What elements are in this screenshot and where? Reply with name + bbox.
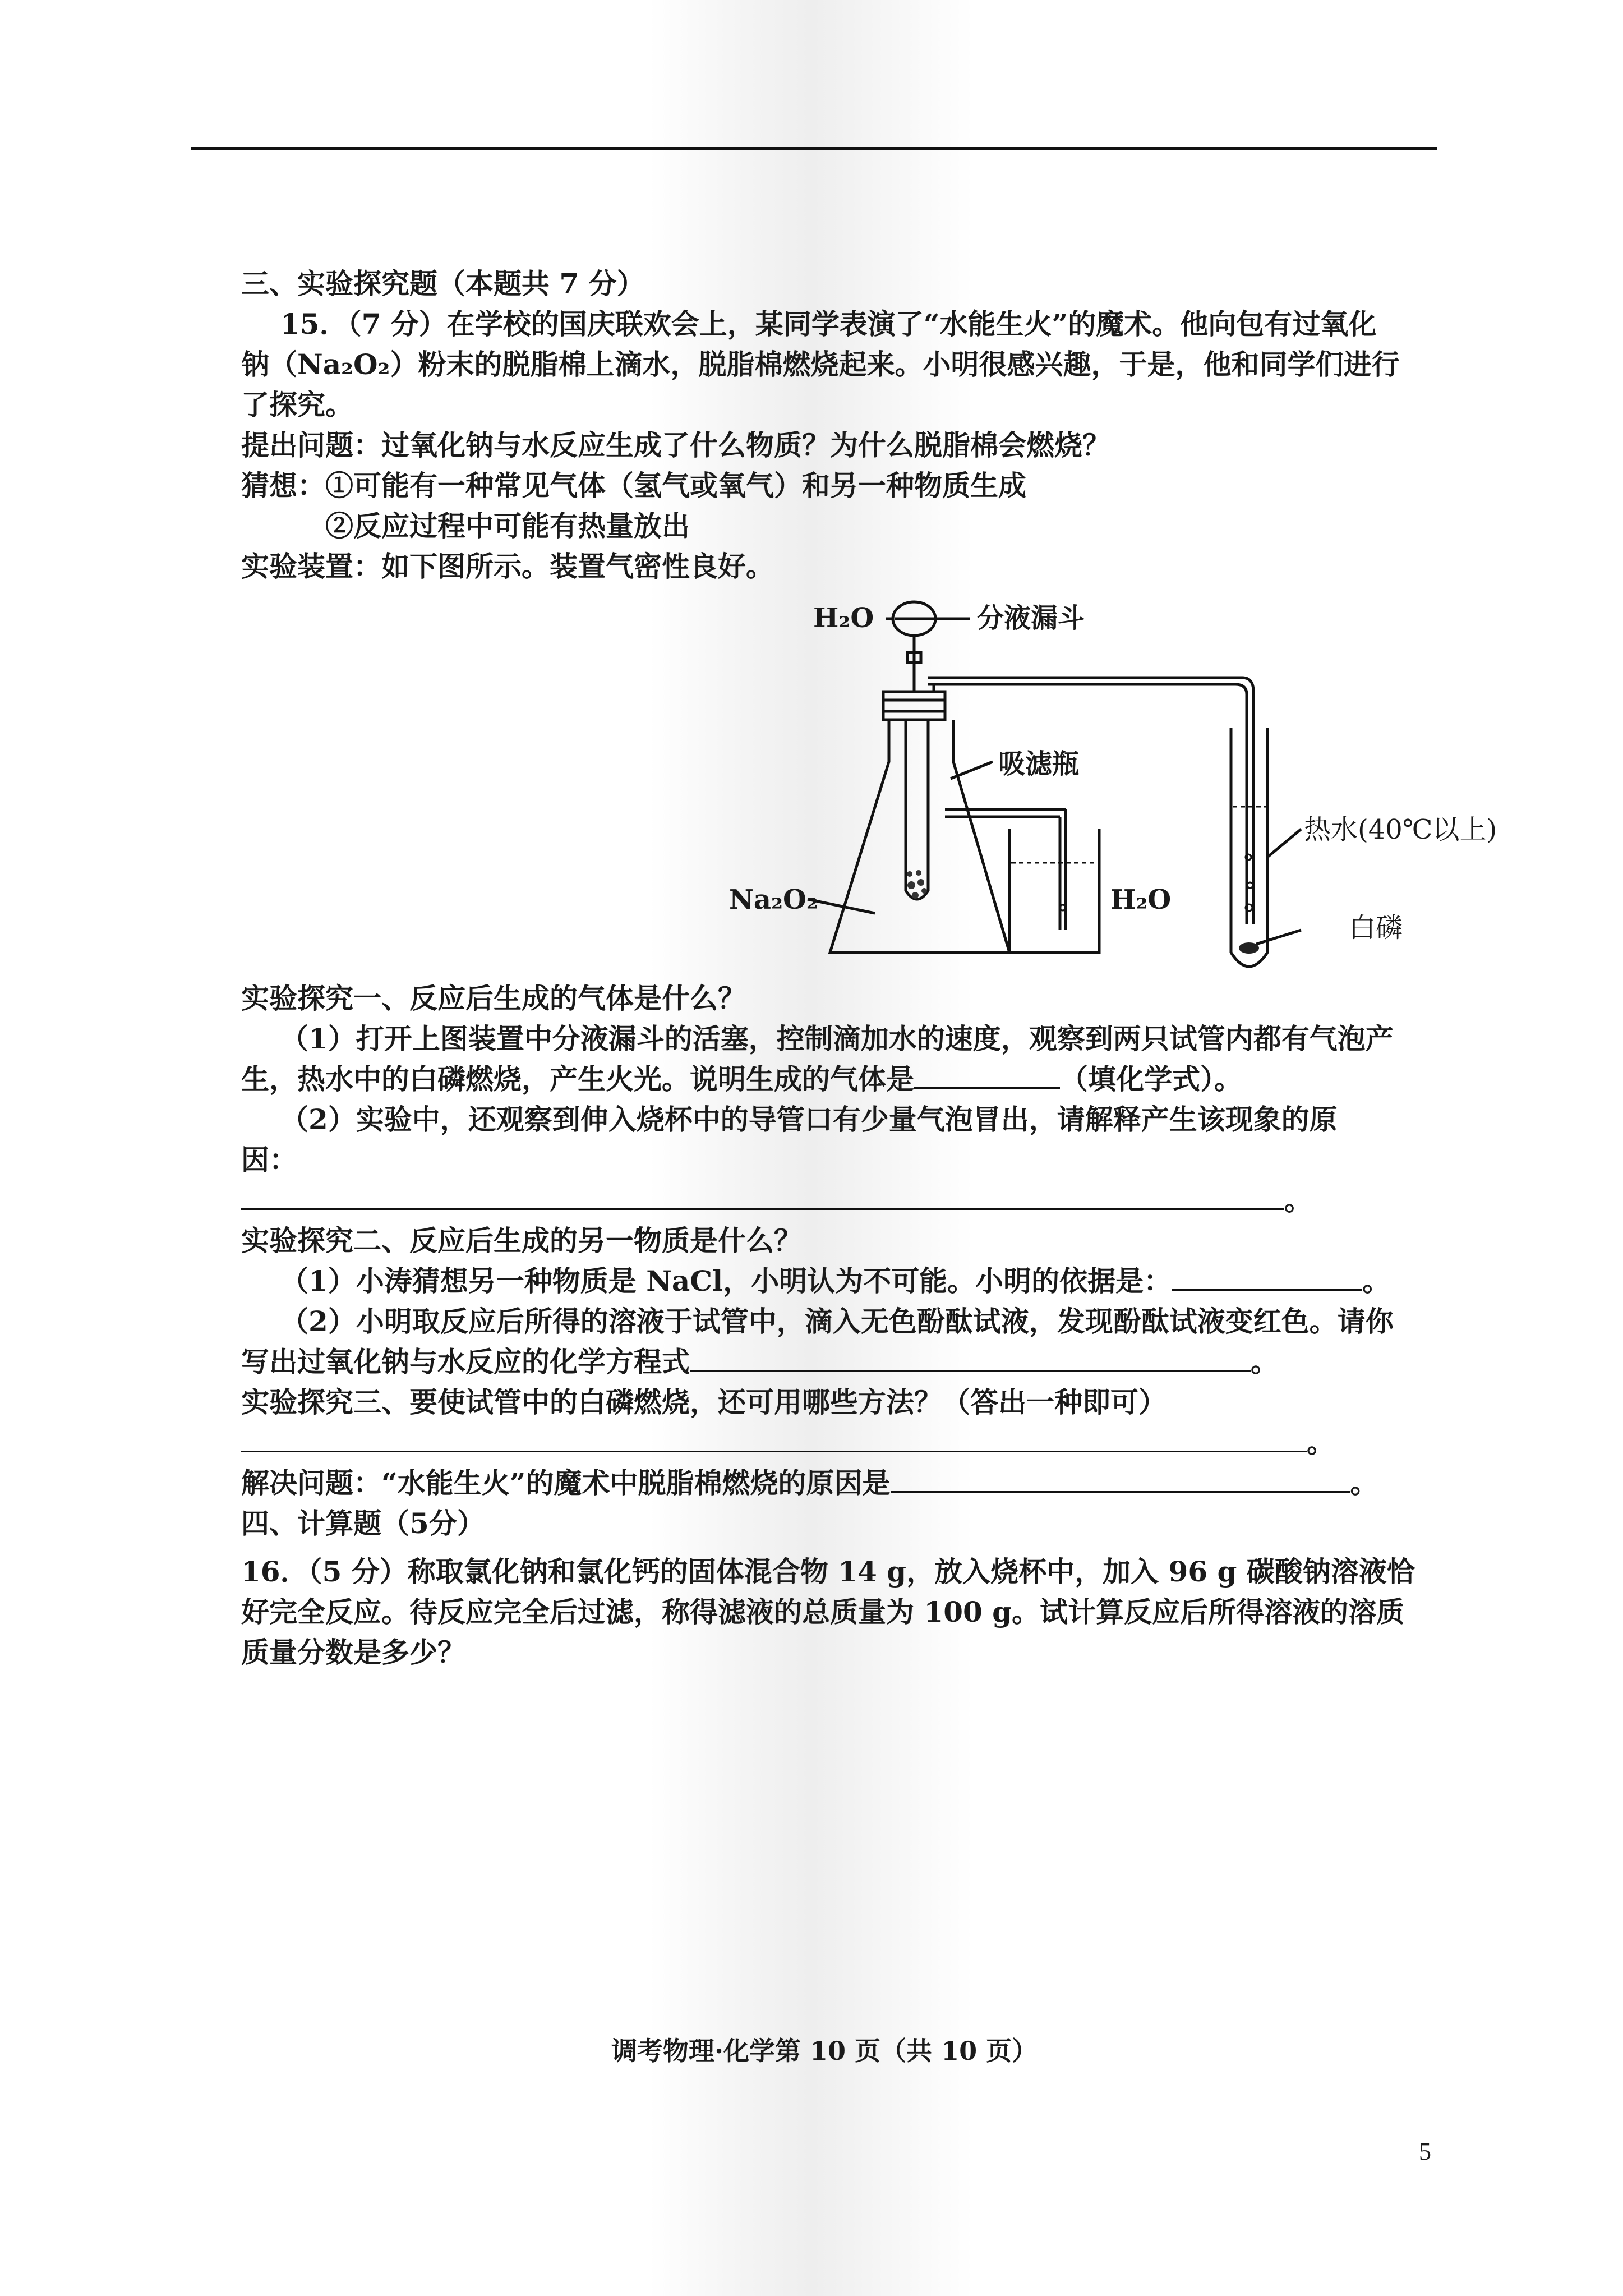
q15-line3: 了探究。: [241, 388, 353, 421]
exp2-q1-text: （1）小涛猜想另一种物质是 NaCl，小明认为不可能。小明的依据是：: [280, 1264, 1172, 1297]
q16-line3: 质量分数是多少？: [241, 1636, 465, 1669]
apparatus-figure: [623, 593, 1497, 975]
q16-line2: 好完全反应。待反应完全后过滤，称得滤液的总质量为 100 g。试计算反应后所得溶液的溶质: [241, 1595, 1405, 1628]
section3-heading: 三、实验探究题（本题共 7 分）: [241, 267, 645, 300]
method-answer-blank[interactable]: [241, 1428, 1307, 1452]
solve-period: 。: [1350, 1466, 1378, 1499]
page-number: 5: [1419, 2138, 1431, 2165]
solve-text: 解决问题：“水能生火”的魔术中脱脂棉燃烧的原因是: [241, 1466, 891, 1499]
sodium-peroxide-label: Na₂O₂: [729, 884, 818, 915]
question-prompt: 提出问题：过氧化钠与水反应生成了什么物质？为什么脱脂棉会燃烧？: [241, 429, 1110, 462]
separatory-funnel-label: 分液漏斗: [977, 602, 1085, 634]
white-phosphorus-label: 白磷: [1349, 912, 1403, 944]
exp1-q1-line2: [241, 1059, 1391, 1099]
exp2-q1-period: 。: [1362, 1264, 1391, 1297]
exp1-title: 实验探究一、反应后生成的气体是什么？: [241, 982, 746, 1015]
hot-water-label: 热水(40℃以上): [1304, 814, 1497, 845]
exp1-q2-line1: （2）实验中，还观察到伸入烧杯中的导管口有少量气泡冒出，请解释产生该现象的原: [280, 1103, 1338, 1136]
exp2-q2-text: 写出过氧化钠与水反应的化学方程式: [241, 1345, 690, 1378]
h2o-top-label: H₂O: [813, 602, 874, 634]
basis-answer-blank[interactable]: [1172, 1267, 1362, 1291]
exp3-title: 实验探究三、要使试管中的白磷燃烧，还可用哪些方法？（答出一种即可）: [241, 1386, 1166, 1419]
q16-line1: 16．（5 分）称取氯化钠和氯化钙的固体混合物 14 g，放入烧杯中，加入 96 g 碳酸钠溶液恰: [241, 1555, 1415, 1588]
filter-flask-label: 吸滤瓶: [998, 748, 1080, 780]
q15-line1: 15．（7 分）在学校的国庆联欢会上，某同学表演了“水能生火”的魔术。他向包有过氧化: [280, 307, 1377, 341]
exp2-q1-line: [241, 1261, 1391, 1301]
exp2-q2-line2: [241, 1342, 1391, 1382]
exp2-q2-period: 。: [1251, 1345, 1279, 1378]
exp1-q2-label: 因：: [241, 1143, 297, 1176]
header-rule: [191, 147, 1437, 150]
exp1-q1-line1: （1）打开上图装置中分液漏斗的活塞，控制滴加水的速度，观察到两只试管内都有气泡产: [280, 1022, 1394, 1055]
apparatus-text: 实验装置：如下图所示。装置气密性良好。: [241, 550, 774, 583]
solve-line: [241, 1463, 1391, 1503]
exp1-q1-suffix: （填化学式）。: [1060, 1062, 1242, 1096]
exp1-q1-text: 生，热水中的白磷燃烧，产生火光。说明生成的气体是: [241, 1062, 914, 1096]
beaker-water-label: H₂O: [1110, 884, 1172, 915]
exp1-period: 。: [1284, 1184, 1312, 1217]
page-footer: 调考物理·化学第 10 页（共 10 页）: [611, 2036, 1038, 2066]
section4-heading: 四、计算题（5分）: [241, 1507, 485, 1540]
q15-line2: 钠（Na₂O₂）粉末的脱脂棉上滴水，脱脂棉燃烧起来。小明很感兴趣，于是，他和同学们进行: [241, 348, 1400, 381]
cause-answer-blank[interactable]: [891, 1469, 1350, 1493]
guess-1: 猜想：①可能有一种常见气体（氢气或氧气）和另一种物质生成: [241, 469, 1026, 502]
exam-content: [241, 264, 1497, 1673]
exp2-title: 实验探究二、反应后生成的另一物质是什么？: [241, 1224, 802, 1257]
guess-2: ②反应过程中可能有热量放出: [325, 509, 690, 542]
exp3-period: 。: [1307, 1426, 1335, 1459]
exp1-q2-line2: [241, 1140, 1391, 1180]
equation-answer-blank[interactable]: [690, 1347, 1251, 1372]
reason-answer-blank[interactable]: [241, 1186, 1284, 1210]
gas-formula-blank[interactable]: [914, 1065, 1060, 1089]
exp3-answer-line: [241, 1423, 1391, 1463]
exp1-q2-answer-line: [241, 1180, 1391, 1221]
exp2-q2-line1: （2）小明取反应后所得的溶液于试管中，滴入无色酚酞试液，发现酚酞试液变红色。请你: [280, 1305, 1394, 1338]
